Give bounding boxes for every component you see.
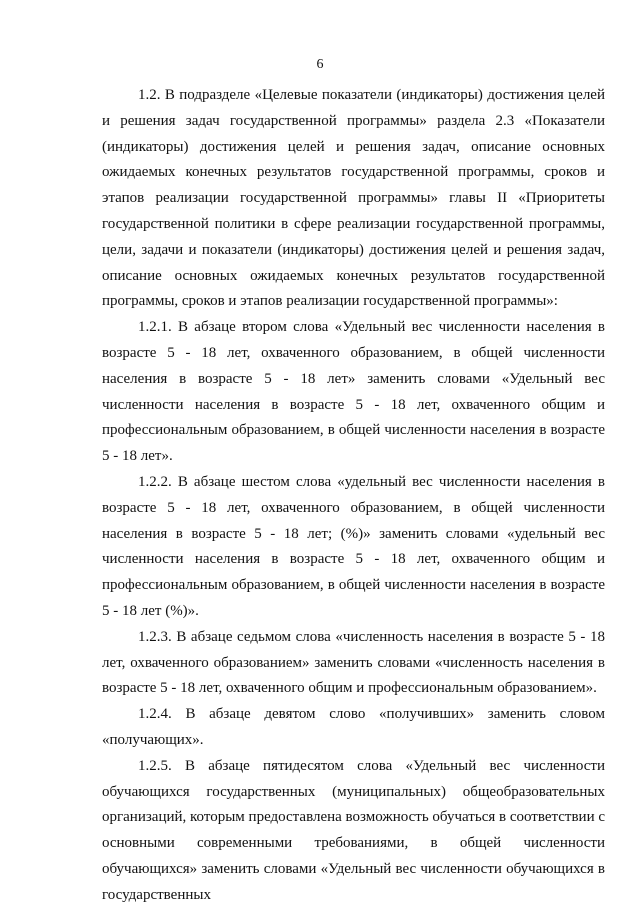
- paragraph-1-2-5: 1.2.5. В абзаце пятидесятом слова «Удельный вес численности обучающихся государственных (муниципальных) общеобразовательных организаций, которым предоставлена возможность обучаться в соответствии с основными современными требованиями, в общей численности обучающихся» заменить словами «Удельный вес численности обучающихся в государственных: [102, 757, 605, 903]
- document-body: [102, 83, 605, 909]
- paragraph-1-2-3: 1.2.3. В абзаце седьмом слова «численность населения в возрасте 5 - 18 лет, охваченного образованием» заменить словами «численность населения в возрасте 5 - 18 лет, охваченного общим и профессиональным образованием».: [102, 628, 605, 697]
- paragraph-1-2-4: 1.2.4. В абзаце девятом слово «получивших» заменить словом «получающих».: [102, 706, 605, 748]
- paragraph-1-2: 1.2. В подразделе «Целевые показатели (индикаторы) достижения целей и решения задач государственной программы» раздела 2.3 «Показатели (индикаторы) достижения целей и решения задач, описание основных ожидаемых конечных результатов государственной программы, сроков и этапов реализации государственной программы» главы II «Приоритеты государственной политики в сфере реализации государственной программы, цели, задачи и показатели (индикаторы) достижения целей и решения задач, описание основных ожидаемых конечных результатов государственной программы, сроков и этапов реализации государственной программы»:: [102, 87, 605, 310]
- paragraph-1-2-1: 1.2.1. В абзаце втором слова «Удельный вес численности населения в возрасте 5 - 18 лет, охваченного образованием, в общей численности населения в возрасте 5 - 18 лет» заменить словами «Удельный вес численности населения в возрасте 5 - 18 лет, охваченного общим и профессиональным образованием, в общей численности населения в возрасте 5 - 18 лет».: [102, 319, 605, 465]
- paragraph-1-2-2: 1.2.2. В абзаце шестом слова «удельный вес численности населения в возрасте 5 - 18 лет, охваченного образованием, в общей численности населения в возрасте 5 - 18 лет; (%)» заменить словами «удельный вес численности населения в возрасте 5 - 18 лет, охваченного общим и профессиональным образованием, в общей численности населения в возрасте 5 - 18 лет (%)».: [102, 473, 605, 619]
- page-number: 6: [316, 57, 324, 72]
